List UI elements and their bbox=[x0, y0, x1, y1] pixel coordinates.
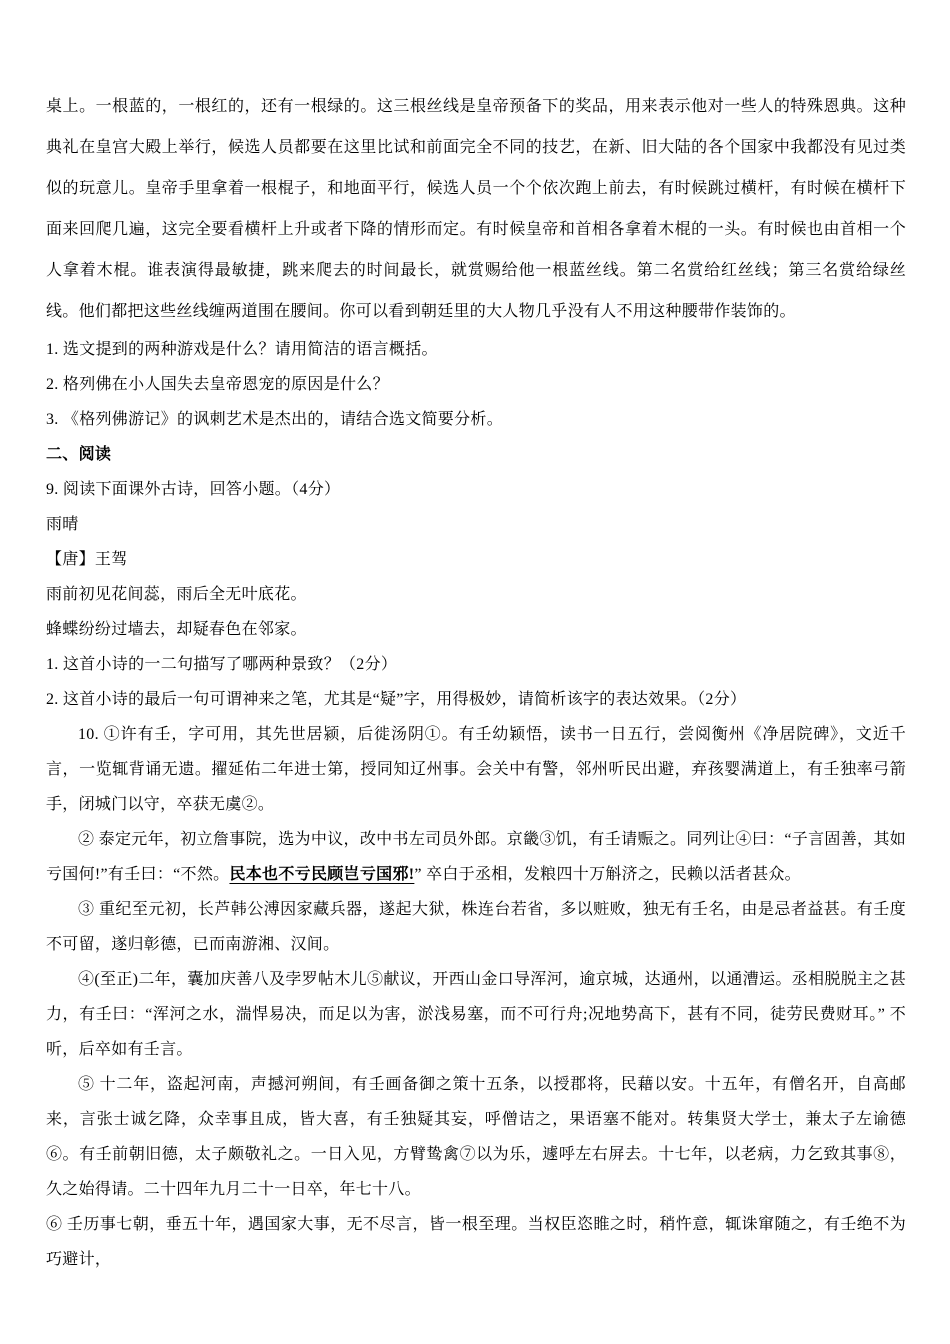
section-heading-reading: 二、阅读 bbox=[46, 446, 112, 463]
poem-title: 雨晴 bbox=[46, 516, 79, 533]
poem-question-1: 1. 这首小诗的一二句描写了哪两种景致？（2分） bbox=[46, 656, 398, 673]
passage-paragraph-5: ⑤ 十二年，盗起河南，声撼河朔间，有壬画备御之策十五条，以授郡将，民藉以安。十五年，有僧名开，自高邮来，言张士诚乞降，众幸事且成，皆大喜，有壬独疑其妄，呼僧诘之，果语塞不能对。转集贤大学士，兼太子左谕德⑥。有壬前朝旧德，太子颇敬礼之。一日入见，方臂鸷禽⑦以为乐，遽呼左右屏去。十七年，以老病，力乞致其事⑧，久之始得请。二十四年九月二十一日卒，年七十八。 bbox=[46, 1076, 906, 1198]
passage-paragraph-2-underlined: 民本也不亏民顾岂亏国邪! bbox=[229, 866, 415, 883]
question-9-intro: 9. 阅读下面课外古诗，回答小题。（4分） bbox=[46, 481, 341, 498]
passage-paragraph-6: ⑥ 壬历事七朝，垂五十年，遇国家大事，无不尽言，皆一根至理。当权臣恣睢之时，稍忤意，辄诛窜随之，有壬绝不为巧避计， bbox=[46, 1216, 906, 1268]
poem-line-2: 蜂蝶纷纷过墙去，却疑春色在邻家。 bbox=[46, 621, 307, 638]
passage-paragraph-1: 10. ①许有壬，字可用，其先世居颍，后徙汤阴①。有壬幼颖悟，读书一日五行，尝阅衡州《净居院碑》，文近千言，一览辄背诵无遗。擢延佑二年进士第，授同知辽州事。会关中有警，邻州听民出避，弃孩婴满道上，有壬独率弓箭手，闭城门以守，卒获无虞②。 bbox=[46, 726, 906, 813]
poem-question-2: 2. 这首小诗的最后一句可谓神来之笔，尤其是“疑”字，用得极妙，请简析该字的表达效果。（2分） bbox=[46, 691, 747, 708]
passage-paragraph-2-post: ” 卒白于丞相，发粮四十万斛济之，民赖以活者甚众。 bbox=[414, 866, 801, 883]
poem-line-1: 雨前初见花间蕊，雨后全无叶底花。 bbox=[46, 586, 307, 603]
passage-paragraph-4: ④(至正)二年，囊加庆善八及孛罗帖木儿⑤献议，开西山金口导浑河，逾京城，达通州，以通漕运。丞相脱脱主之甚力，有壬曰：“浑河之水，湍悍易决，而足以为害，淤浅易塞，而不可行舟;况地势高下，甚有不同，徒劳民费财耳。” 不听，后卒如有壬言。 bbox=[46, 971, 906, 1058]
poem-author: 【唐】王驾 bbox=[46, 551, 128, 568]
gulliver-question-1: 1. 选文提到的两种游戏是什么？请用简洁的语言概括。 bbox=[46, 341, 438, 358]
gulliver-excerpt-paragraph: 桌上。一根蓝的，一根红的，还有一根绿的。这三根丝线是皇帝预备下的奖品，用来表示他对一些人的特殊恩典。这种典礼在皇宫大殿上举行，候选人员都要在这里比试和前面完全不同的技艺，在新、旧大陆的各个国家中我都没有见过类似的玩意儿。皇帝手里拿着一根棍子，和地面平行，候选人员一个个依次跑上前去，有时候跳过横杆，有时候在横杆下面来回爬几遍，这完全要看横杆上升或者下降的情形而定。有时候皇帝和首相各拿着木棍的一头。有时候也由首相一个人拿着木棍。谁表演得最敏捷，跳来爬去的时间最长，就赏赐给他一根蓝丝线。第二名赏给红丝线；第三名赏给绿丝线。他们都把这些丝线缠两道围在腰间。你可以看到朝廷里的大人物几乎没有人不用这种腰带作装饰的。 bbox=[46, 98, 906, 320]
passage-paragraph-2-pre: ② 泰定元年，初立詹事院，选为中议，改中书左司员外郎。京畿③饥，有壬请赈之。同列让④曰：“子言固善，其如亏国何!”有壬曰：“不然。 bbox=[46, 831, 906, 883]
gulliver-question-2: 2. 格列佛在小人国失去皇帝恩宠的原因是什么？ bbox=[46, 376, 389, 393]
passage-paragraph-3: ③ 重纪至元初，长芦韩公溥因家藏兵器，遂起大狱，株连台若省，多以赃败，独无有壬名，由是忌者益甚。有壬度不可留，遂归彰德，已而南游湘、汉间。 bbox=[46, 901, 906, 953]
gulliver-question-3: 3. 《格列佛游记》的讽刺艺术是杰出的，请结合选文简要分析。 bbox=[46, 411, 504, 428]
passage-paragraph-2 bbox=[46, 822, 906, 892]
